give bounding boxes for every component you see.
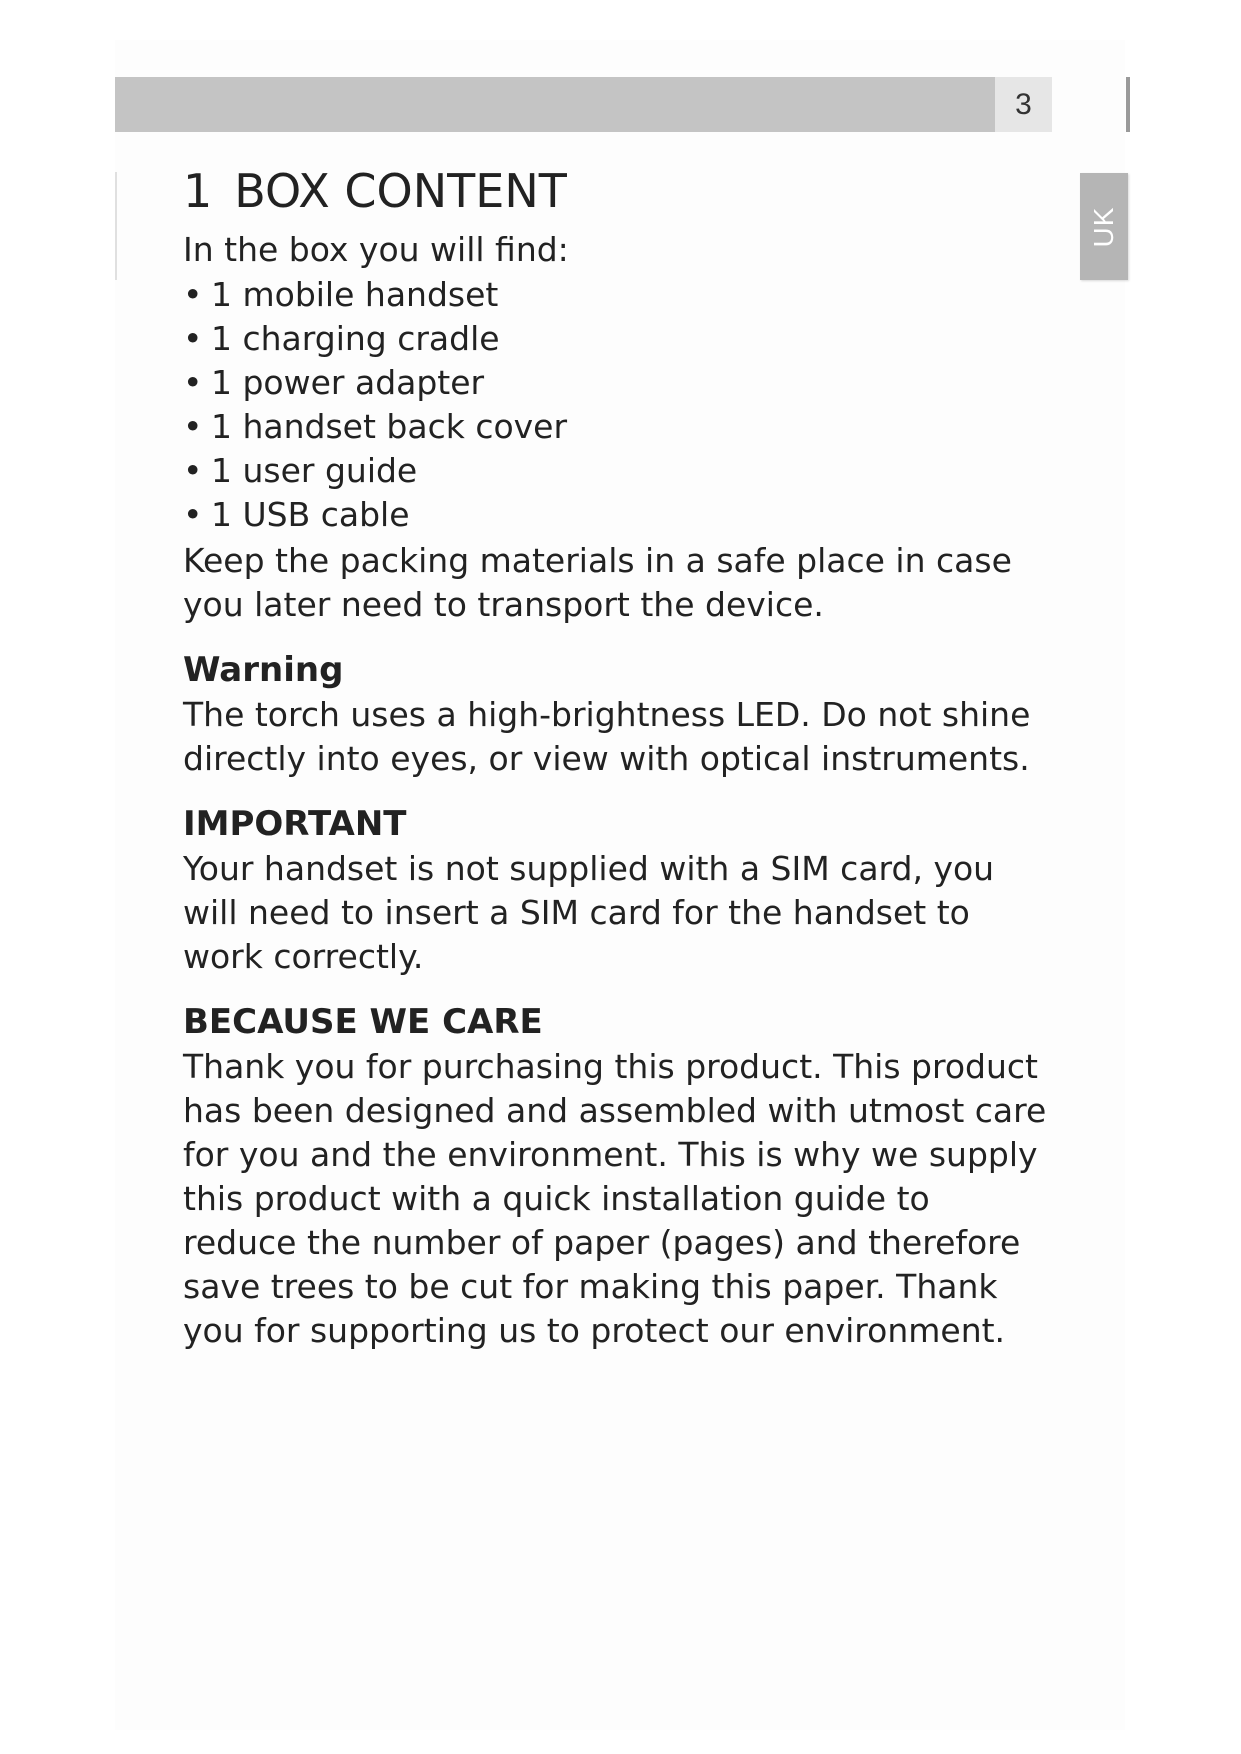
list-item-text: 1 user guide — [211, 451, 418, 490]
bullet-icon: • — [183, 363, 203, 402]
care-heading: BECAUSE WE CARE — [183, 1002, 543, 1042]
bullet-icon: • — [183, 451, 203, 490]
bullet-icon: • — [183, 407, 203, 446]
important-line: Your handset is not supplied with a SIM card, you — [183, 849, 995, 888]
list-item — [183, 449, 1083, 493]
list-item-text: 1 handset back cover — [211, 407, 568, 446]
care-line: reduce the number of paper (pages) and therefore — [183, 1223, 1021, 1262]
warning-line: directly into eyes, or view with optical instruments. — [183, 739, 1030, 778]
page-number-text: 3 — [1015, 87, 1032, 121]
page-number — [995, 77, 1052, 132]
list-item — [183, 317, 1083, 361]
section-number: 1 — [183, 164, 213, 218]
warning-heading: Warning — [183, 650, 344, 690]
page-content — [183, 160, 1083, 1353]
keep-packing-line: Keep the packing materials in a safe place in case — [183, 541, 1012, 580]
care-line: you for supporting us to protect our environment. — [183, 1311, 1006, 1350]
language-tab-label: UK — [1088, 206, 1119, 247]
list-item-text: 1 mobile handset — [211, 275, 499, 314]
language-tab — [1080, 173, 1128, 280]
important-heading: IMPORTANT — [183, 804, 407, 844]
important-line: work correctly. — [183, 937, 424, 976]
list-item-text: 1 USB cable — [211, 495, 410, 534]
list-item — [183, 361, 1083, 405]
edge-line — [1126, 77, 1130, 132]
intro-text: In the box you will find: — [183, 230, 569, 269]
list-item — [183, 273, 1083, 317]
important-line: will need to insert a SIM card for the handset to — [183, 893, 970, 932]
header-bar — [115, 77, 995, 132]
list-item — [183, 493, 1083, 537]
box-content-list — [183, 273, 1083, 537]
margin-line — [115, 172, 117, 280]
warning-line: The torch uses a high-brightness LED. Do not shine — [183, 695, 1031, 734]
keep-packing-line: you later need to transport the device. — [183, 585, 824, 624]
care-line: this product with a quick installation guide to — [183, 1179, 930, 1218]
list-item-text: 1 power adapter — [211, 363, 485, 402]
list-item — [183, 405, 1083, 449]
bullet-icon: • — [183, 495, 203, 534]
care-line: Thank you for purchasing this product. This product — [183, 1047, 1038, 1086]
bullet-icon: • — [183, 319, 203, 358]
list-item-text: 1 charging cradle — [211, 319, 500, 358]
bullet-icon: • — [183, 275, 203, 314]
section-title — [183, 160, 1083, 222]
care-line: has been designed and assembled with utmost care — [183, 1091, 1047, 1130]
section-title-text: BOX CONTENT — [234, 164, 567, 218]
care-line: for you and the environment. This is why we supply — [183, 1135, 1038, 1174]
care-line: save trees to be cut for making this paper. Thank — [183, 1267, 998, 1306]
